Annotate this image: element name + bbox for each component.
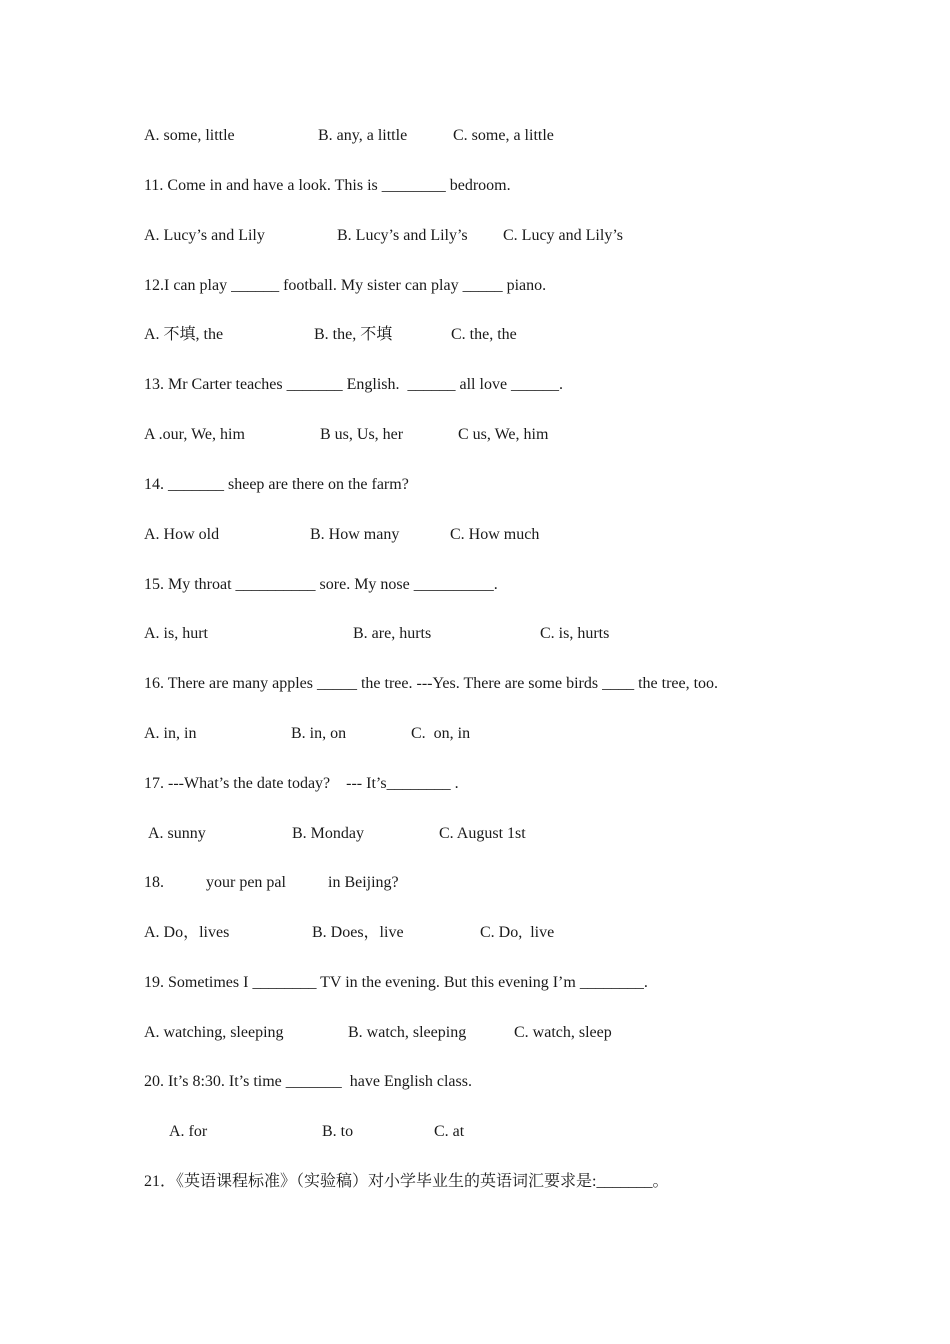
option-b: B. watch, sleeping xyxy=(348,1024,467,1041)
option-c: C. at xyxy=(434,1123,465,1140)
question-15 xyxy=(0,574,498,596)
question-text: 12.I can play ______ football. My sister can play _____ piano. xyxy=(144,277,547,294)
option-a: A. for xyxy=(169,1123,208,1140)
option-b: B. How many xyxy=(310,526,400,543)
options-row-q11 xyxy=(0,225,623,247)
question-14 xyxy=(0,474,409,496)
option-b: B. Monday xyxy=(292,825,364,842)
option-b: B. Lucy’s and Lily’s xyxy=(337,227,468,244)
option-c: C. is, hurts xyxy=(540,625,610,642)
options-row-q13 xyxy=(0,424,549,446)
option-b: B. to xyxy=(322,1123,354,1140)
question-11 xyxy=(0,175,511,197)
question-text-part: in Beijing? xyxy=(328,874,399,891)
option-b: B. any, a little xyxy=(318,127,408,144)
question-text: 20. It’s 8:30. It’s time _______ have English class. xyxy=(144,1073,472,1090)
options-row-q20 xyxy=(0,1121,465,1143)
question-text: 15. My throat __________ sore. My nose __________. xyxy=(144,576,498,593)
option-c: C. How much xyxy=(450,526,540,543)
question-text: 16. There are many apples _____ the tree. ---Yes. There are some birds ____ the tree, too. xyxy=(144,675,719,692)
option-a: A. in, in xyxy=(144,725,197,742)
options-row-q16 xyxy=(0,723,471,745)
options-row-q10 xyxy=(0,125,554,147)
option-c: C. watch, sleep xyxy=(514,1024,612,1041)
question-13 xyxy=(0,374,564,396)
options-row-q19 xyxy=(0,1022,612,1044)
option-a: A. sunny xyxy=(148,825,206,842)
option-a: A .our, We, him xyxy=(144,426,245,443)
question-17 xyxy=(0,773,459,795)
option-a: A. How old xyxy=(144,526,220,543)
option-a: A. 不填, the xyxy=(144,326,224,343)
option-b: B. Does，live xyxy=(312,924,404,941)
question-20 xyxy=(0,1071,472,1093)
question-text: 17. ---What’s the date today? --- It’s________ . xyxy=(144,775,459,792)
option-c: C. the, the xyxy=(451,326,517,343)
question-text: 21．《英语课程标准》（实验稿）对小学毕业生的英语词汇要求是:_______。 xyxy=(144,1173,669,1190)
option-b: B. in, on xyxy=(291,725,347,742)
question-18 xyxy=(0,872,399,894)
option-b: B us, Us, her xyxy=(320,426,404,443)
option-c: C. some, a little xyxy=(453,127,554,144)
question-text: 19. Sometimes I ________ TV in the evening. But this evening I’m ________. xyxy=(144,974,648,991)
option-c: C. on, in xyxy=(411,725,471,742)
question-text: 14. _______ sheep are there on the farm? xyxy=(144,476,409,493)
options-row-q15 xyxy=(0,623,610,645)
question-text-part: your pen pal xyxy=(206,874,286,891)
option-c: C us, We, him xyxy=(458,426,549,443)
question-19 xyxy=(0,972,648,994)
option-a: A. Do，lives xyxy=(144,924,230,941)
question-text: 13. Mr Carter teaches _______ English. ______ all love ______. xyxy=(144,376,564,393)
question-21 xyxy=(0,1171,669,1193)
option-a: A. watching, sleeping xyxy=(144,1024,284,1041)
question-number: 18. xyxy=(144,874,164,891)
question-text: 11. Come in and have a look. This is ________ bedroom. xyxy=(144,177,511,194)
option-b: B. the, 不填 xyxy=(314,326,393,343)
option-c: C. Lucy and Lily’s xyxy=(503,227,623,244)
option-a: A. is, hurt xyxy=(144,625,208,642)
option-a: A. Lucy’s and Lily xyxy=(144,227,265,244)
option-c: C. Do, live xyxy=(480,924,555,941)
options-row-q17 xyxy=(0,823,526,845)
options-row-q12 xyxy=(0,324,517,346)
option-c: C. August 1st xyxy=(439,825,526,842)
option-a: A. some, little xyxy=(144,127,235,144)
question-16 xyxy=(0,673,719,695)
options-row-q14 xyxy=(0,524,540,546)
option-b: B. are, hurts xyxy=(353,625,432,642)
question-12 xyxy=(0,275,547,297)
options-row-q18 xyxy=(0,922,555,944)
